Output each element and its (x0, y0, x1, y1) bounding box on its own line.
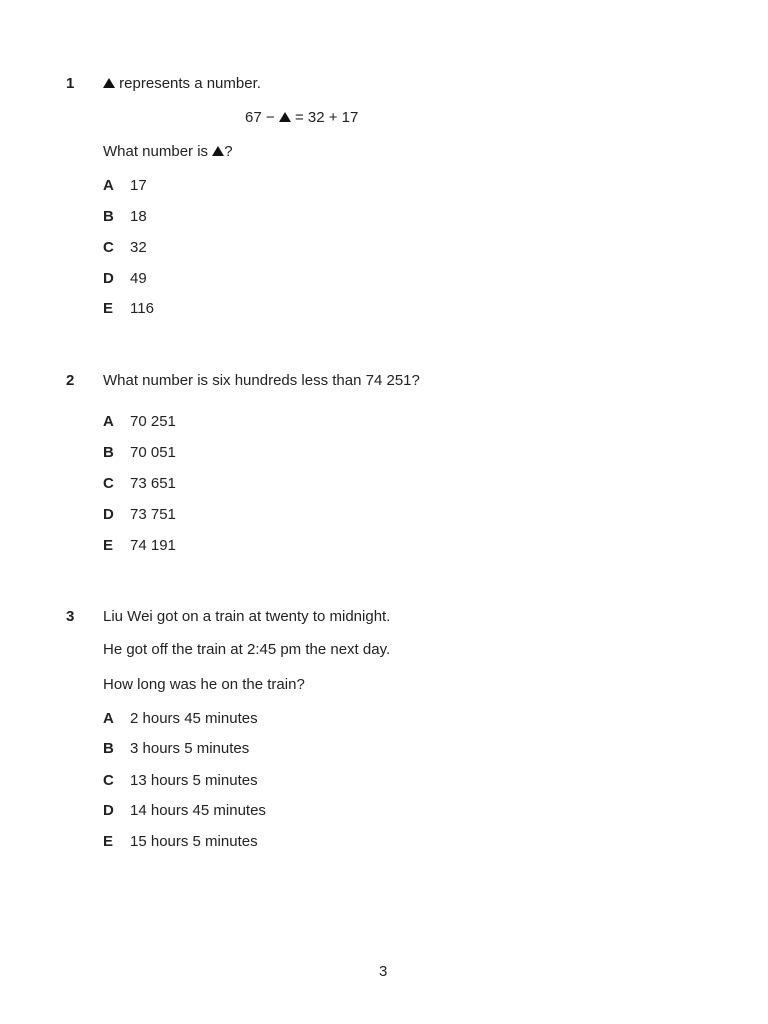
q1-option-b-letter: B (103, 208, 114, 225)
q3-option-e-text: 15 hours 5 minutes (130, 833, 258, 850)
question-3-number: 3 (66, 608, 75, 625)
q3-option-d-text: 14 hours 45 minutes (130, 802, 266, 819)
triangle-icon (212, 146, 224, 156)
question-1-equation (245, 109, 358, 127)
q1-option-d-letter: D (103, 270, 114, 287)
q3-option-b-text: 3 hours 5 minutes (130, 740, 250, 757)
q2-option-e-letter: E (103, 537, 114, 554)
q1-option-b-text: 18 (130, 208, 147, 225)
q3-option-c-letter: C (103, 772, 114, 789)
question-1-number: 1 (66, 75, 75, 92)
q2-option-e-text: 74 191 (130, 537, 176, 554)
q2-option-b-text: 70 051 (130, 444, 176, 461)
q3-option-d-letter: D (103, 802, 114, 819)
triangle-icon (103, 78, 115, 88)
q1-option-e-letter: E (103, 300, 114, 317)
q3-option-a-letter: A (103, 710, 114, 727)
q1-option-a-letter: A (103, 177, 114, 194)
q3-option-e-letter: E (103, 833, 114, 850)
page-number: 3 (379, 963, 388, 980)
q2-option-a-text: 70 251 (130, 413, 176, 430)
question-3-line-1: Liu Wei got on a train at twenty to midnight. (103, 608, 391, 625)
q1-option-c-text: 32 (130, 239, 147, 256)
triangle-icon (279, 112, 291, 122)
q2-option-d-letter: D (103, 506, 114, 523)
q1-option-a-text: 17 (130, 177, 147, 194)
prompt-prefix: What number is (103, 143, 209, 160)
q2-option-c-text: 73 651 (130, 475, 176, 492)
prompt-suffix: ? (224, 143, 233, 160)
q2-option-c-letter: C (103, 475, 114, 492)
q3-option-a-text: 2 hours 45 minutes (130, 710, 258, 727)
q3-option-c-text: 13 hours 5 minutes (130, 772, 258, 789)
q1-option-d-text: 49 (130, 270, 147, 287)
q3-option-b-letter: B (103, 740, 114, 757)
question-2-text: What number is six hundreds less than 74 251? (103, 372, 420, 389)
question-1-intro-text: represents a number. (119, 75, 261, 92)
q2-option-d-text: 73 751 (130, 506, 176, 523)
equation-right: = 32 + 17 (294, 109, 359, 126)
q1-option-e-text: 116 (130, 300, 154, 317)
q1-option-c-letter: C (103, 239, 114, 256)
question-3-line-3: How long was he on the train? (103, 676, 305, 693)
equation-left: 67 − (245, 109, 275, 126)
question-2-number: 2 (66, 372, 75, 389)
question-1-intro (103, 75, 261, 93)
q2-option-a-letter: A (103, 413, 114, 430)
q2-option-b-letter: B (103, 444, 114, 461)
question-1-prompt (103, 143, 233, 161)
question-3-line-2: He got off the train at 2:45 pm the next day. (103, 641, 391, 658)
